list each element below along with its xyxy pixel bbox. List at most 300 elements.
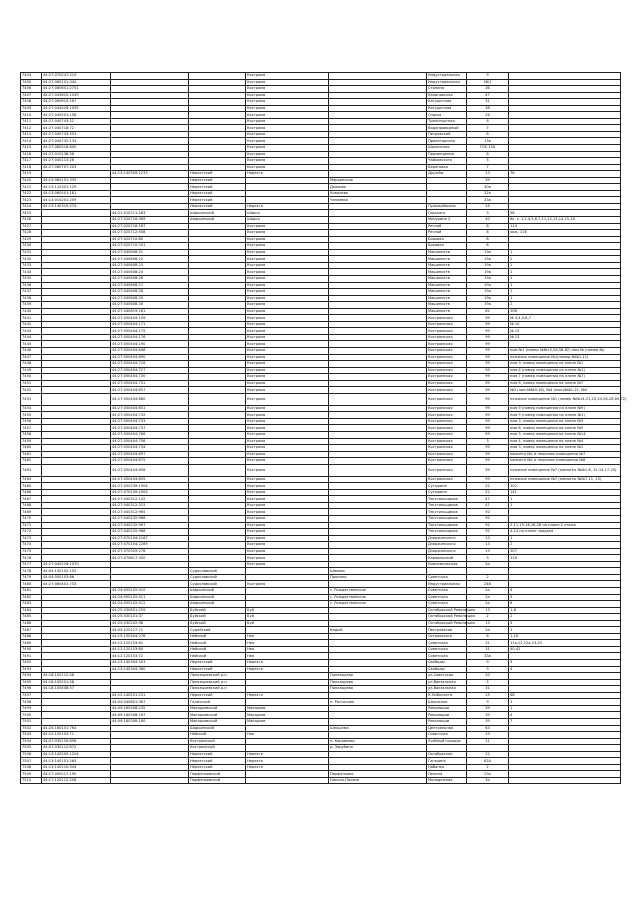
cell-house: 99 <box>467 445 509 452</box>
cell-cadastral-number-a: 44:27:060707:203 <box>42 164 111 171</box>
cell-room: 102 <box>509 483 621 490</box>
cell-room: нежилое помещение №1(номер №№1-11) <box>509 354 621 361</box>
cell-district: Нерехтский <box>189 171 246 178</box>
cell-room: пом 6 (номер помещения на плане №1) <box>509 367 621 374</box>
cell-street: Транспортная <box>427 118 467 125</box>
cell-house: 56/1 <box>467 79 509 86</box>
cell-street: Спасья <box>427 112 467 119</box>
cell-house: 8 <box>467 230 509 237</box>
cell-cadastral-number-b: 44:27:050404:697 <box>111 451 189 458</box>
cell-street: Октябрьской Революции <box>428 614 475 619</box>
cell-house: 24 <box>467 203 509 210</box>
cell-row-number: 7426 <box>21 217 42 224</box>
cell-town: Кострома <box>246 561 329 568</box>
cell-room: пом 9, номер помещения на плане №1 <box>509 361 621 368</box>
cell-house: 3 <box>467 555 509 562</box>
cell-town: Кострома <box>246 347 329 354</box>
cell-house: 15 <box>467 692 509 699</box>
cell-row-number: 7497 <box>21 692 42 699</box>
cell-town: Кострома <box>246 289 329 296</box>
cell-cadastral-number-b: 44:27:020718:167 <box>111 223 189 230</box>
cell-row-number: 7448 <box>21 361 42 368</box>
cell-row-number: 7503 <box>21 732 42 739</box>
cell-street: Костромская <box>427 412 467 419</box>
cell-street: Машиниств <box>427 289 467 296</box>
cell-room: пом 4, номер помещения на плане №4 <box>509 438 621 445</box>
cell-street: Советская <box>427 732 467 739</box>
cell-cadastral-number-a: 44:18:100201:58 <box>42 679 111 686</box>
cell-town: Кострома <box>246 125 329 132</box>
cell-row-number: 7508 <box>21 764 42 771</box>
cell-district: Судиславский <box>189 581 246 588</box>
cell-town: Нерехта <box>246 660 329 667</box>
cell-settlement: Поназырево <box>329 679 427 686</box>
cell-street: Камвольский <box>427 555 467 562</box>
cell-room: 2 <box>509 256 621 263</box>
cell-house: 99 <box>467 431 509 438</box>
cell-house: 6 <box>467 118 509 125</box>
cell-street: Школьная <box>427 699 467 706</box>
cell-house: 99 <box>467 361 509 368</box>
cell-street: Речной <box>427 223 467 230</box>
cell-cadastral-number-b: 44:12:120153:61 <box>111 640 189 647</box>
cell-row-number: 7427 <box>21 223 42 230</box>
cell-row-number: 7456 <box>21 418 42 425</box>
cell-town: Кострома <box>246 92 329 99</box>
cell-house: 31 <box>467 99 509 106</box>
cell-cadastral-number-b: 44:25:030202:98 <box>111 620 189 627</box>
cell-room: комната №1 в нежилом помещении №8 <box>509 458 621 465</box>
cell-cadastral-number-b: 44:27:040312:965 <box>111 509 189 516</box>
cell-settlement: Николо-Поляна <box>329 777 427 784</box>
cell-settlement: Пронино <box>329 574 427 581</box>
cell-settlement: Дьяково <box>329 184 427 191</box>
cell-row-number: 7469 <box>21 509 42 516</box>
cell-row-number: 7449 <box>21 367 42 374</box>
cell-town: Нея <box>246 732 329 739</box>
cell-house: 8 <box>467 243 509 250</box>
cell-street: Машиниств <box>427 302 467 309</box>
cell-street: Костромская <box>427 315 467 322</box>
cell-cadastral-number-b <box>111 777 189 784</box>
cell-row-number: 7501 <box>21 718 42 725</box>
cell-house: 13 <box>467 620 509 627</box>
cell-house: 8 <box>467 151 509 158</box>
cell-street: Текстильщиков <box>427 529 467 536</box>
cell-cadastral-number-b: 44:27:040608:22 <box>111 256 189 263</box>
cell-town: Кострома <box>246 522 329 529</box>
cell-town: Кострома <box>246 393 329 405</box>
cell-house: 13 <box>467 171 509 178</box>
cell-town: Кострома <box>246 496 329 503</box>
table-row <box>21 393 621 405</box>
cell-street: Боровая <box>427 236 467 243</box>
cell-room: 2 <box>509 542 621 549</box>
cell-room: 1 <box>509 249 621 256</box>
cell-cadastral-number-b: 44:27:050404:675 <box>111 458 189 465</box>
cell-town: Шарья <box>246 210 329 217</box>
cell-street: Революции <box>427 712 467 719</box>
cell-town: Кострома <box>246 374 329 381</box>
cell-row-number: 7404 <box>21 73 42 80</box>
cell-town: Кострома <box>246 425 329 432</box>
cell-town: Нея <box>246 640 329 647</box>
cell-row-number: 7480 <box>21 581 42 588</box>
cell-district: Нерехтский <box>189 692 246 699</box>
cell-street: Горького <box>427 210 467 217</box>
cell-house: 5 <box>467 158 509 165</box>
cell-row-number: 7436 <box>21 282 42 289</box>
table-row <box>21 777 621 784</box>
cell-row-number: 7432 <box>21 256 42 263</box>
cell-house: 8 <box>467 236 509 243</box>
cell-room: 3 <box>509 660 621 667</box>
cell-street: Водопроводный <box>427 125 467 132</box>
cell-row-number: 7440 <box>21 308 42 315</box>
cell-house: 19 <box>467 732 509 739</box>
cell-row-number: 7495 <box>21 679 42 686</box>
cell-district: Нерехтский <box>189 764 246 771</box>
cell-row-number: 7473 <box>21 535 42 542</box>
cell-street: Костромская <box>427 328 467 335</box>
cell-town: Кострома <box>246 334 329 341</box>
cell-settlement <box>329 464 427 476</box>
cell-row-number: 7494 <box>21 673 42 680</box>
cell-cadastral-number-b: 44:27:070104:2167 <box>111 535 189 542</box>
cell-room: нежилое помещение №7 (комнаты №№1-6, 12-14,17-20) <box>509 464 621 476</box>
cell-town: Кострома <box>246 548 329 555</box>
cell-room: 11а,12,22а,23,24 <box>509 640 621 647</box>
cell-street: Костромская <box>427 321 467 328</box>
cell-street: Ленина <box>427 771 467 778</box>
cell-room: 1 <box>509 535 621 542</box>
cell-street: Костромская <box>427 334 467 341</box>
cell-cadastral-number-b: 44:13:140304:353 <box>111 660 189 667</box>
cell-street: Машиниств <box>427 282 467 289</box>
cell-district: Нерехтский <box>189 660 246 667</box>
cell-house: 99 <box>467 451 509 458</box>
cell-street: Машиниств <box>427 249 467 256</box>
cell-row-number: 7460 <box>21 445 42 452</box>
cell-cadastral-number-b: 44:24:050102:411 <box>111 594 189 601</box>
cell-room: 68 <box>509 692 621 699</box>
cell-house: 26 <box>467 112 509 119</box>
cell-house: 22 <box>467 751 509 758</box>
cell-house: 20 <box>467 673 509 680</box>
cell-cadastral-number-b: 44:27:040312:142 <box>111 496 189 503</box>
cell-row-number: 7424 <box>21 203 42 210</box>
cell-street: Костромская <box>427 405 467 412</box>
cell-house: 9 <box>467 660 509 667</box>
cell-house: 23а <box>467 771 509 778</box>
cell-room: 1 <box>509 275 621 282</box>
cell-district: Шарьинский <box>189 601 246 608</box>
cell-room: 118 <box>509 555 621 562</box>
cell-district: Нерехтский <box>189 758 246 765</box>
cell-street: Береговая <box>427 164 467 171</box>
cell-town: Кострома <box>246 418 329 425</box>
cell-row-number: 7485 <box>21 614 42 621</box>
cell-row-number: 7442 <box>21 321 42 328</box>
cell-cadastral-number-b: 44:27:050404:734 <box>111 445 189 452</box>
cell-street: Молодежная <box>427 777 467 784</box>
cell-house: 99 <box>467 321 509 328</box>
cell-cadastral-number-b: 44:27:020710:201 <box>111 243 189 250</box>
cell-house: 39 <box>467 712 509 719</box>
cell-street: Индустриальная <box>427 73 467 80</box>
cell-house: 40 <box>467 217 509 224</box>
cell-row-number: 7478 <box>21 568 42 575</box>
cell-cadastral-number-b: 44:12:140201:231 <box>111 692 189 699</box>
cell-town: Кострома <box>246 256 329 263</box>
cell-cadastral-number-b: 44:27:040608:23 <box>111 262 189 269</box>
cell-row-number: 7475 <box>21 548 42 555</box>
cell-cadastral-number-b: 44:09:160308:160 <box>111 718 189 725</box>
cell-cadastral-number-b: 44:21:010211:283 <box>111 210 189 217</box>
cell-district: Буйский <box>189 620 246 627</box>
cell-room: №3 (ном.№№3-16), №4 (ном.№№1-21, №5 <box>509 387 621 394</box>
cell-cadastral-number-a: 44:13:140319:270 <box>42 203 111 210</box>
cell-room: 10б <box>509 308 621 315</box>
cell-district: Нерехтский <box>189 197 246 204</box>
cell-row-number: 7468 <box>21 502 42 509</box>
cell-street: Костромская <box>427 476 467 483</box>
cell-row-number: 7408 <box>21 99 42 106</box>
cell-row-number: 7458 <box>21 431 42 438</box>
cell-town: Кострома <box>246 581 329 588</box>
cell-room: пом 3, номер помещения на плане №14 <box>509 431 621 438</box>
cell-town: Кострома <box>246 516 329 523</box>
cell-town: Кострома <box>246 282 329 289</box>
cell-row-number: 7483 <box>21 601 42 608</box>
cell-row-number: 7435 <box>21 275 42 282</box>
cell-house: 99 <box>467 412 509 419</box>
cell-house: 19а <box>467 249 509 256</box>
cell-district: Макарьевский <box>189 718 246 725</box>
cell-settlement: п. Караваево <box>329 738 427 745</box>
cell-town: Кострома <box>246 542 329 549</box>
cell-room: № 3,4,5,6,7 <box>509 315 621 322</box>
cell-cadastral-number-a: 44:27:080518:600 <box>42 145 111 152</box>
cell-street: Пролетарская <box>427 138 467 145</box>
cell-town: Кострома <box>246 145 329 152</box>
cell-cadastral-number-b: 44:27:020716:369 <box>111 217 189 224</box>
cell-cadastral-number-b: 44:27:050404:727 <box>111 367 189 374</box>
cell-town: Кострома <box>246 431 329 438</box>
cell-house: 9 <box>467 699 509 706</box>
cell-street: Текстильщиков <box>427 496 467 503</box>
cell-street: Машиниств <box>427 262 467 269</box>
cell-street: Костромская <box>427 458 467 465</box>
cell-row-number: 7510 <box>21 777 42 784</box>
cell-house: 22 <box>467 489 509 496</box>
cell-cadastral-number-b: 44:27:040608:30 <box>111 302 189 309</box>
cell-row-number: 7502 <box>21 725 42 732</box>
cell-room: пом 8, номер помещения на плане №7 <box>509 380 621 387</box>
registry-table-body <box>21 73 627 784</box>
cell-room: пом 9 (номер помещения на плане №1) <box>509 412 621 419</box>
cell-room: 7 <box>509 718 621 725</box>
cell-settlement: с. Рождественское <box>329 588 427 595</box>
cell-town: Кострома <box>246 476 329 483</box>
cell-house: 13 <box>467 607 509 614</box>
cell-row-number: 7421 <box>21 184 42 191</box>
cell-room: нежилое помещение №7 (комнаты №№7-11, 15) <box>509 476 621 483</box>
cell-house: 2 <box>467 764 509 771</box>
cell-house: 99 <box>467 354 509 361</box>
cell-street: Октябрьская <box>427 751 467 758</box>
cell-town: Кострома <box>246 451 329 458</box>
cell-cadastral-number-a: 44:27:040501:158 <box>42 112 111 119</box>
cell-house: 31 <box>467 686 509 693</box>
cell-house: 99 <box>467 315 509 322</box>
cell-cadastral-number-a: 44:18:100408:57 <box>42 686 111 693</box>
cell-street: Гагарина <box>427 758 467 765</box>
cell-room: 1 <box>509 627 621 634</box>
cell-cadastral-number-b: 44:27:050404:655 <box>111 476 189 483</box>
cell-settlement <box>329 393 427 405</box>
cell-row-number: 7493 <box>21 666 42 673</box>
cell-street: Костромская <box>427 445 467 452</box>
cell-room: 1 <box>509 262 621 269</box>
cell-row-number: 7438 <box>21 295 42 302</box>
cell-town: Кострома <box>246 112 329 119</box>
cell-street: Учебный городок <box>427 738 467 745</box>
cell-street: Индустриальная <box>427 79 467 86</box>
cell-street: Пушкарёвское <box>427 203 467 210</box>
cell-room: пом 3, номер помещения на плане №3 <box>509 418 621 425</box>
cell-house: 99 <box>467 347 509 354</box>
cell-room: № 13 <box>509 334 621 341</box>
cell-town: Нерехта <box>246 751 329 758</box>
cell-town: Макарьев <box>246 705 329 712</box>
cell-street: Советская <box>427 588 467 595</box>
cell-street: Текстильщиков <box>427 516 467 523</box>
cell-room: 6к. с. 1,2,4,5,6,7,11,12,13,14,15,18 <box>509 217 621 224</box>
cell-street: Машиниств <box>427 256 467 263</box>
cell-row-number: 7506 <box>21 751 42 758</box>
cell-house: 19а <box>467 262 509 269</box>
cell-house: 6 <box>467 131 509 138</box>
cell-house: 3а <box>467 777 509 784</box>
cell-town: Кострома <box>246 354 329 361</box>
cell-house: 13 <box>467 542 509 549</box>
cell-town: Нея <box>246 653 329 660</box>
cell-district: Нейский <box>189 646 246 653</box>
cell-cadastral-number-b: 44:27:050404:726 <box>111 361 189 368</box>
cell-cadastral-number-b: 44:27:070104:2289 <box>111 542 189 549</box>
cell-town: Нерехта <box>246 171 329 178</box>
cell-town: Кострома <box>246 321 329 328</box>
cell-street: Сутырина <box>427 489 467 496</box>
cell-room: 5 <box>509 594 621 601</box>
cell-row-number: 7420 <box>21 177 42 184</box>
cell-house: 99 <box>467 387 509 394</box>
cell-cadastral-number-a: 44:27:040733:553 <box>42 131 111 138</box>
cell-cadastral-number-b: 44:27:040608:28 <box>111 289 189 296</box>
cell-room: 1 <box>509 295 621 302</box>
cell-house: 99 <box>467 328 509 335</box>
cell-street: Костромская <box>427 374 467 381</box>
cell-house: 99 <box>467 425 509 432</box>
cell-town: Кострома <box>246 243 329 250</box>
cell-cadastral-number-a: 44:13:010201:259 <box>42 197 111 204</box>
cell-row-number: 7455 <box>21 412 42 419</box>
cell-house: 2а <box>467 601 509 608</box>
cell-room: 141 <box>509 489 621 496</box>
cell-town: Кострома <box>246 438 329 445</box>
cell-cadastral-number-a: 44:27:060101:340 <box>42 79 111 86</box>
cell-cadastral-number-b: 44:27:050404:732 <box>111 412 189 419</box>
cell-row-number: 7466 <box>21 489 42 496</box>
cell-room: 1-10 <box>509 633 621 640</box>
cell-room: № 10 <box>509 321 621 328</box>
registry-table <box>20 72 627 784</box>
cell-cadastral-number-a: 44:07:030120:698 <box>42 738 111 745</box>
cell-district: Нерехтский <box>189 666 246 673</box>
cell-row-number: 7443 <box>21 328 42 335</box>
table-row <box>21 464 621 476</box>
cell-street: Сутырина <box>427 483 467 490</box>
cell-house: 19а <box>467 282 509 289</box>
cell-room: 1 <box>509 496 621 503</box>
cell-town: Кострома <box>246 555 329 562</box>
cell-house: 47 <box>467 496 509 503</box>
cell-cadastral-number-b: 44:27:040608:29 <box>111 295 189 302</box>
cell-room: № 12 <box>509 328 621 335</box>
cell-street: Октябрьской Революции <box>428 607 475 612</box>
cell-cadastral-number-b: 44:09:160308:235 <box>111 705 189 712</box>
cell-cadastral-number-b: 44:27:050404:660 <box>111 393 189 405</box>
cell-street: Советская <box>427 574 467 581</box>
cell-town: Нея <box>246 633 329 640</box>
cell-house: 2а <box>467 594 509 601</box>
cell-cadastral-number-b: 44:27:020712:508 <box>111 230 189 237</box>
cell-house: 19а <box>467 289 509 296</box>
cell-row-number: 7461 <box>21 451 42 458</box>
cell-street: Костромская <box>427 431 467 438</box>
cell-room: 1-8 <box>509 607 621 614</box>
cell-row-number: 7431 <box>21 249 42 256</box>
cell-house: 99 <box>467 341 509 348</box>
cell-room: 2-11,15-16,18-28 на плане 2 этажа <box>509 522 621 529</box>
registry-sheet <box>20 72 627 784</box>
cell-street: Калиновская <box>427 92 467 99</box>
cell-district: Шарьинский <box>189 594 246 601</box>
cell-house: 99 <box>467 393 509 405</box>
cell-cadastral-number-b: 44:27:050404:657 <box>111 387 189 394</box>
cell-settlement: п. Россолово <box>329 699 427 706</box>
cell-cadastral-number-a: 44:27:070247:219 <box>42 73 111 80</box>
cell-district: Поназыревский р-н <box>189 673 246 680</box>
cell-street: Свободы <box>427 660 467 667</box>
cell-row-number: 7462 <box>21 458 42 465</box>
cell-town: Кострома <box>246 458 329 465</box>
cell-street: Костромская <box>427 425 467 432</box>
cell-row-number: 7488 <box>21 633 42 640</box>
cell-row-number: 7419 <box>21 171 42 178</box>
cell-cadastral-number-b: 44:05:120127:71 <box>111 627 189 634</box>
cell-room: 6 <box>509 601 621 608</box>
cell-street: Мичурина 2 <box>427 217 467 224</box>
cell-row-number: 7434 <box>21 269 42 276</box>
cell-street: Советская <box>427 646 467 653</box>
cell-row-number: 7425 <box>21 210 42 217</box>
cell-street: Костромская <box>427 393 467 405</box>
cell-town: Кострома <box>246 151 329 158</box>
cell-row-number: 7423 <box>21 197 42 204</box>
cell-row-number: 7429 <box>21 236 42 243</box>
